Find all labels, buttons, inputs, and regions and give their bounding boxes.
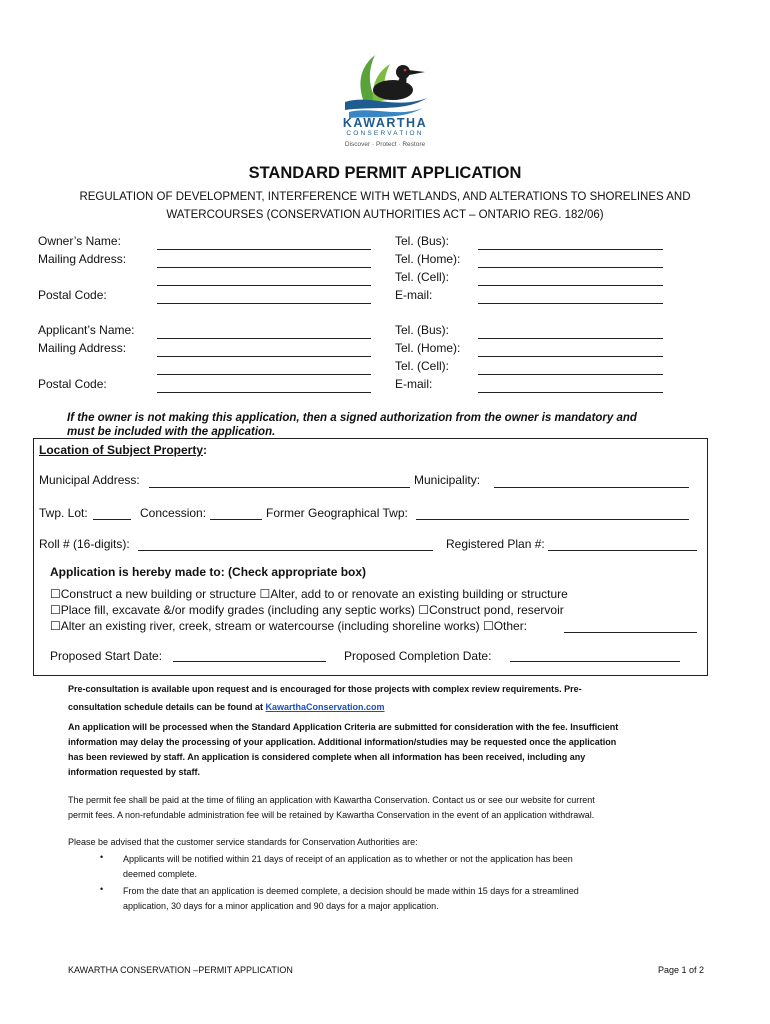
authorization-note-line-1: If the owner is not making this application, then a signed authorization from the owner is mandatory and — [67, 412, 637, 424]
completion-date-label: Proposed Completion Date: — [344, 649, 492, 663]
other-field[interactable] — [564, 632, 697, 633]
subject-property-title-text: Location of Subject Property — [39, 443, 204, 457]
applicant-tel-home-label: Tel. (Home): — [395, 341, 461, 355]
applicant-tel-cell-label: Tel. (Cell): — [395, 359, 450, 373]
authorization-note-line-2: must be included with the application. — [67, 426, 276, 438]
authorization-note — [67, 411, 717, 439]
applicant-email-field[interactable] — [478, 392, 663, 393]
subject-property-title — [39, 443, 207, 457]
start-date-label: Proposed Start Date: — [50, 649, 163, 663]
option-other-label: Other: — [493, 619, 528, 633]
completion-date-field[interactable] — [510, 661, 680, 662]
option-construct-pond-label: Construct pond, reservoir — [429, 603, 564, 617]
footer-title: KAWARTHA CONSERVATION –PERMIT APPLICATION — [68, 965, 293, 975]
start-date-field[interactable] — [173, 661, 326, 662]
bullet-2-glyph: • — [100, 884, 104, 894]
owner-tel-bus-label: Tel. (Bus): — [395, 234, 450, 248]
checkbox-alter-watercourse[interactable]: ☐ — [50, 619, 61, 633]
owner-postal-field[interactable] — [157, 303, 371, 304]
applicant-tel-bus-field[interactable] — [478, 338, 663, 339]
owner-tel-home-field[interactable] — [478, 267, 663, 268]
roll-number-label: Roll # (16-digits): — [39, 537, 130, 551]
concession-label: Concession: — [140, 506, 207, 520]
applicant-tel-home-field[interactable] — [478, 356, 663, 357]
org-tagline: Discover · Protect · Restore — [344, 141, 426, 148]
fee-text — [68, 793, 708, 823]
bullet-1-line-2: deemed complete. — [123, 869, 198, 879]
org-name: KAWARTHA — [342, 116, 428, 130]
applicant-name-label: Applicant’s Name: — [38, 323, 135, 337]
fee-line-2: permit fees. A non-refundable administration fee will be retained by Kawartha Conservation in the event of an application withdrawal. — [68, 810, 595, 820]
option-place-fill-label: Place fill, excavate &/or modify grades (including any septic works) — [60, 603, 415, 617]
processing-text — [68, 720, 708, 780]
owner-email-label: E-mail: — [395, 288, 433, 302]
subject-property-title-colon: : — [203, 443, 208, 457]
option-row-3 — [50, 619, 527, 633]
option-alter-building-label: Alter, add to or renovate an existing building or structure — [270, 587, 568, 601]
municipality-label: Municipality: — [414, 473, 481, 487]
page-subtitle — [70, 188, 700, 224]
bullet-2-text — [123, 884, 703, 914]
municipal-address-field[interactable] — [149, 487, 410, 488]
registered-plan-field[interactable] — [548, 550, 697, 551]
processing-line-4: information requested by staff. — [68, 767, 201, 777]
applicant-name-field[interactable] — [157, 338, 371, 339]
preconsult-line-2 — [68, 700, 708, 715]
former-twp-label: Former Geographical Twp: — [266, 506, 408, 520]
owner-name-label: Owner’s Name: — [38, 234, 121, 248]
org-subname: CONSERVATION — [346, 130, 424, 137]
twp-lot-field[interactable] — [93, 519, 131, 520]
page-number: Page 1 of 2 — [657, 965, 704, 975]
owner-address-field-2[interactable] — [157, 285, 371, 286]
checkbox-place-fill[interactable]: ☐ — [50, 603, 61, 617]
owner-tel-bus-field[interactable] — [478, 249, 663, 250]
subtitle-line-2: WATERCOURSES (CONSERVATION AUTHORITIES ACT – ONTARIO REG. 182/06) — [166, 209, 604, 221]
owner-tel-cell-label: Tel. (Cell): — [395, 270, 450, 284]
owner-postal-label: Postal Code: — [38, 288, 107, 302]
processing-line-1: An application will be processed when the Standard Application Criteria are submitted for consideration with the fee. Insufficient — [68, 722, 619, 732]
twp-lot-label: Twp. Lot: — [39, 506, 88, 520]
option-row-2 — [50, 603, 564, 617]
page-title: STANDARD PERMIT APPLICATION — [248, 164, 522, 182]
bullet-1-line-1: Applicants will be notified within 21 days of receipt of an application as to whether or not the application has been — [123, 854, 573, 864]
processing-line-3: has been reviewed by staff. An application is considered complete when all information has been received, including any — [68, 752, 586, 762]
applicant-address-field-2[interactable] — [157, 374, 371, 375]
owner-address-field-1[interactable] — [157, 267, 371, 268]
bullet-1-glyph: • — [100, 852, 104, 862]
subtitle-line-1: REGULATION OF DEVELOPMENT, INTERFERENCE WITH WETLANDS, AND ALTERATIONS TO SHORELINES AND — [79, 191, 691, 203]
owner-tel-home-label: Tel. (Home): — [395, 252, 461, 266]
checkbox-construct-pond[interactable]: ☐ — [418, 603, 430, 617]
municipality-field[interactable] — [494, 487, 689, 488]
registered-plan-label: Registered Plan #: — [446, 537, 545, 551]
preconsultation-text — [68, 682, 708, 715]
loon-logo-icon — [335, 50, 440, 120]
bullet-2-line-2: application, 30 days for a minor application and 90 days for a major application. — [123, 901, 439, 911]
roll-number-field[interactable] — [138, 550, 433, 551]
applicant-address-label: Mailing Address: — [38, 341, 127, 355]
bullet-2-line-1: From the date that an application is deemed complete, a decision should be made within 15 days for a streamlined — [123, 886, 579, 896]
municipal-address-label: Municipal Address: — [39, 473, 140, 487]
applicant-postal-label: Postal Code: — [38, 377, 107, 391]
option-construct-label: Construct a new building or structure — [60, 587, 257, 601]
kawartha-website-link[interactable]: KawarthaConservation.com — [265, 702, 385, 712]
applicant-email-label: E-mail: — [395, 377, 433, 391]
checkbox-alter-building[interactable]: ☐ — [259, 587, 271, 601]
applicant-address-field-1[interactable] — [157, 356, 371, 357]
concession-field[interactable] — [210, 519, 262, 520]
preconsult-line-1: Pre-consultation is available upon request and is encouraged for those projects with complex review requirements. Pre- — [68, 684, 582, 694]
applicant-postal-field[interactable] — [157, 392, 371, 393]
processing-line-2: information may delay the processing of your application. Additional information/studies may be requested once the application — [68, 737, 617, 747]
checkbox-construct[interactable]: ☐ — [50, 587, 61, 601]
applicant-tel-cell-field[interactable] — [478, 374, 663, 375]
owner-name-field[interactable] — [157, 249, 371, 250]
fee-line-1: The permit fee shall be paid at the time of filing an application with Kawartha Conservation. Contact us or see our website for current — [68, 795, 595, 805]
owner-email-field[interactable] — [478, 303, 663, 304]
option-alter-watercourse-label: Alter an existing river, creek, stream or watercourse (including shoreline works) — [60, 619, 480, 633]
option-row-1 — [50, 587, 568, 601]
bullet-1-text — [123, 852, 703, 882]
owner-tel-cell-field[interactable] — [478, 285, 663, 286]
application-heading: Application is hereby made to: (Check appropriate box) — [50, 565, 367, 579]
former-twp-field[interactable] — [416, 519, 689, 520]
owner-address-label: Mailing Address: — [38, 252, 127, 266]
preconsult-line-2-text: consultation schedule details can be found at — [68, 702, 266, 712]
checkbox-other[interactable]: ☐ — [482, 619, 494, 633]
standards-intro: Please be advised that the customer service standards for Conservation Authorities are: — [68, 837, 418, 847]
applicant-tel-bus-label: Tel. (Bus): — [395, 323, 450, 337]
